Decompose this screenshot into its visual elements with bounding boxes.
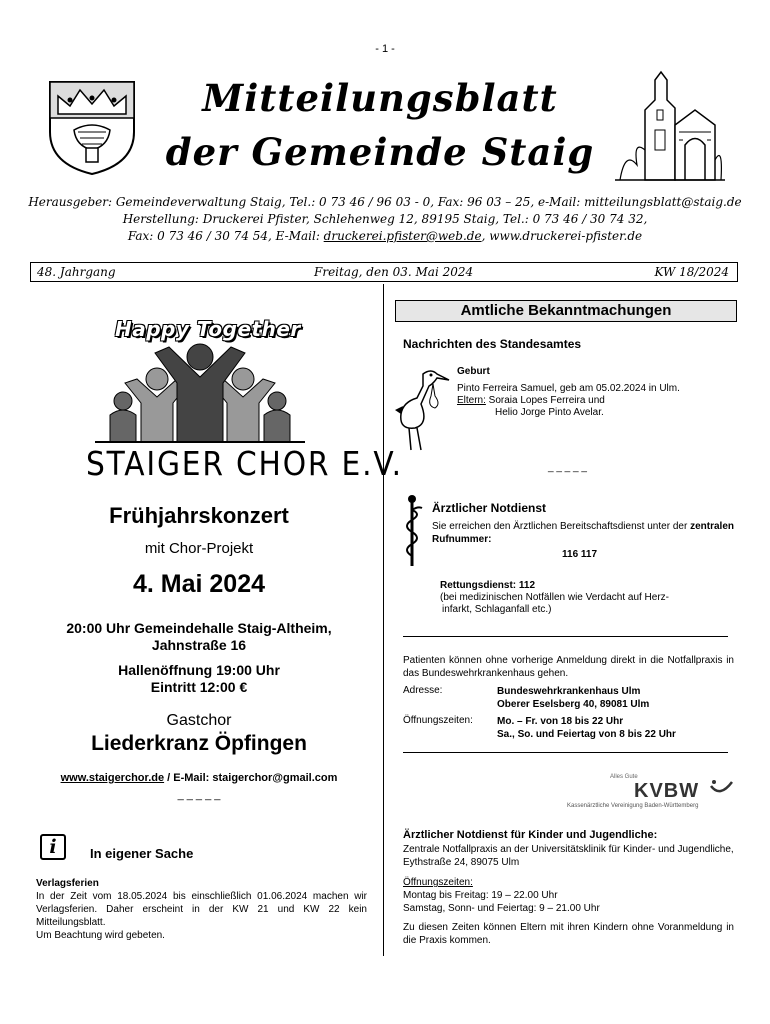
walk-in-note: Patienten können ohne vorherige Anmeldung direkt in die Notfallpraxis in das Bundeswehrkrankenhaus gehen.	[403, 655, 734, 679]
choir-website-link[interactable]: www.staigerchor.de	[60, 772, 165, 784]
birth-parents	[457, 395, 680, 407]
info-icon: i	[40, 834, 66, 860]
horizontal-rule	[403, 636, 728, 637]
birth-heading: Geburt	[457, 366, 490, 377]
municipal-coat-of-arms	[48, 80, 136, 176]
verlagsferien-body: In der Zeit vom 18.05.2024 bis einschließlich 01.06.2024 machen wir Verlagsferien. Daher erscheint in der KW 21 und KW 22 kein Mitteilungsblatt.	[36, 891, 367, 928]
weekend-hours: Sa., So. und Feiertag von 8 bis 22 Uhr	[497, 729, 676, 740]
emergency-phone-number: 116 117	[562, 549, 598, 560]
pediatric-hours	[403, 876, 600, 915]
hospital-address	[497, 685, 649, 711]
emergency-intro-bold: zentralen Rufnummer:	[432, 521, 734, 545]
column-divider	[383, 284, 384, 956]
pediatric-hours-label: Öffnungszeiten:	[403, 877, 473, 888]
concert-venue: 20:00 Uhr Gemeindehalle Staig-Altheim,	[66, 620, 332, 636]
rescue-service-note	[440, 592, 669, 616]
opening-hours-label: Öffnungszeiten:	[403, 715, 473, 726]
section-separator: _ _ _ _ _	[177, 789, 221, 801]
pediatric-emergency-heading: Ärztlicher Notdienst für Kinder und Jugendliche:	[403, 829, 658, 841]
verlagsferien-text	[36, 890, 367, 942]
printer-email-link[interactable]: druckerei.pfister@web.de	[323, 229, 482, 243]
newsletter-title-line1: Mitteilungsblatt	[202, 76, 558, 120]
kvbw-tagline: Alles Gute	[610, 774, 638, 780]
kvbw-subline: Kassenärztliche Vereinigung Baden-Württemberg	[567, 803, 699, 809]
rescue-service-number: Rettungsdienst: 112	[440, 580, 536, 591]
choir-contact	[30, 772, 368, 784]
choir-email: / E-Mail: staigerchor@gmail.com	[164, 772, 338, 784]
hospital-street: Oberer Eselsberg 40, 89081 Ulm	[497, 699, 650, 710]
imprint-publisher: Herausgeber: Gemeindeverwaltung Staig, Tel.: 0 73 46 / 96 03 - 0, Fax: 96 03 – 25, e-Mail: mitteilungsblatt@staig.de	[28, 195, 742, 209]
weekday-hours: Mo. – Fr. von 18 bis 22 Uhr	[497, 716, 624, 727]
section-separator: _ _ _ _ _	[548, 462, 587, 473]
concert-headline: Frühjahrskonzert	[109, 503, 289, 528]
concert-subline: mit Chor-Projekt	[144, 540, 254, 557]
happy-together-heading: Happy Together	[115, 317, 301, 341]
entry-price: Eintritt 12:00 €	[150, 679, 248, 695]
parents-line1: Soraia Lopes Ferreira und	[485, 395, 605, 406]
opening-hours	[497, 715, 676, 741]
medical-emergency-heading: Ärztlicher Notdienst	[432, 501, 547, 515]
choir-figures-logo	[85, 343, 315, 443]
concert-date: 4. Mai 2024	[132, 570, 266, 598]
calendar-week: KW 18/2024	[654, 265, 729, 279]
eigene-sache-heading: In eigener Sache	[90, 846, 194, 861]
pediatric-weekend-hours: Samstag, Sonn- und Feiertag: 9 – 21.00 Uhr	[403, 903, 600, 914]
official-notices-heading: Amtliche Bekanntmachungen	[395, 300, 737, 322]
pediatric-note: Zu diesen Zeiten können Eltern mit ihren Kindern ohne Voranmeldung in die Praxis kommen.	[403, 922, 734, 946]
birth-child: Pinto Ferreira Samuel, geb am 05.02.2024 in Ulm.	[457, 383, 680, 394]
hospital-name: Bundeswehrkrankenhaus Ulm	[497, 686, 641, 697]
emergency-intro: Sie erreichen den Ärztlichen Bereitschaftsdienst unter der	[432, 521, 691, 532]
verlagsferien-heading: Verlagsferien	[36, 878, 99, 889]
hall-opening-time: Hallenöffnung 19:00 Uhr	[118, 662, 280, 678]
medical-emergency-text	[432, 520, 734, 546]
issue-date: Freitag, den 03. Mai 2024	[314, 265, 474, 279]
imprint-contact	[0, 228, 770, 245]
imprint-fax: Fax: 0 73 46 / 30 74 54, E-Mail:	[127, 229, 324, 243]
parents-line2: Helio Jorge Pinto Avelar.	[495, 407, 604, 418]
guest-choir-name: Liederkranz Öpfingen	[91, 732, 307, 755]
kvbw-logo: KVBW	[634, 780, 700, 802]
rescue-note-line2: infarkt, Schlaganfall etc.)	[442, 604, 552, 615]
printer-website: , www.druckerei-pfister.de	[481, 229, 643, 243]
registry-office-heading: Nachrichten des Standesamtes	[403, 337, 582, 351]
kvbw-swoosh-icon	[708, 778, 736, 798]
newsletter-title-line2: der Gemeinde Staig	[165, 130, 595, 174]
imprint	[0, 194, 770, 245]
birth-announcement	[457, 383, 680, 419]
pediatric-weekday-hours: Montag bis Freitag: 19 – 22.00 Uhr	[403, 890, 558, 901]
volume-label: 48. Jahrgang	[37, 265, 116, 279]
stork-icon	[393, 364, 451, 452]
pediatric-clinic-text: Zentrale Notfallpraxis an der Universitätsklinik für Kinder- und Jugendliche, Eythstraße 24, 89075 Ulm	[403, 844, 734, 868]
address-label: Adresse:	[403, 685, 443, 696]
imprint-printer: Herstellung: Druckerei Pfister, Schlehenweg 12, 89195 Staig, Tel.: 0 73 46 / 30 74 32,	[122, 212, 648, 226]
horizontal-rule	[403, 752, 728, 753]
verlagsferien-closing: Um Beachtung wird gebeten.	[36, 930, 165, 941]
aesculapius-staff-icon	[398, 494, 426, 568]
parents-label: Eltern:	[457, 395, 486, 406]
rescue-note-line1: (bei medizinischen Notfällen wie Verdacht auf Herz-	[440, 592, 669, 603]
guest-choir-label: Gastchor	[166, 712, 232, 729]
choir-name-logo-text: STAIGER CHOR E.V.	[86, 444, 403, 483]
issue-info-bar	[30, 262, 738, 282]
church-illustration	[615, 70, 725, 185]
page-number: - 1 -	[375, 43, 395, 55]
concert-street: Jahnstraße 16	[151, 637, 247, 653]
